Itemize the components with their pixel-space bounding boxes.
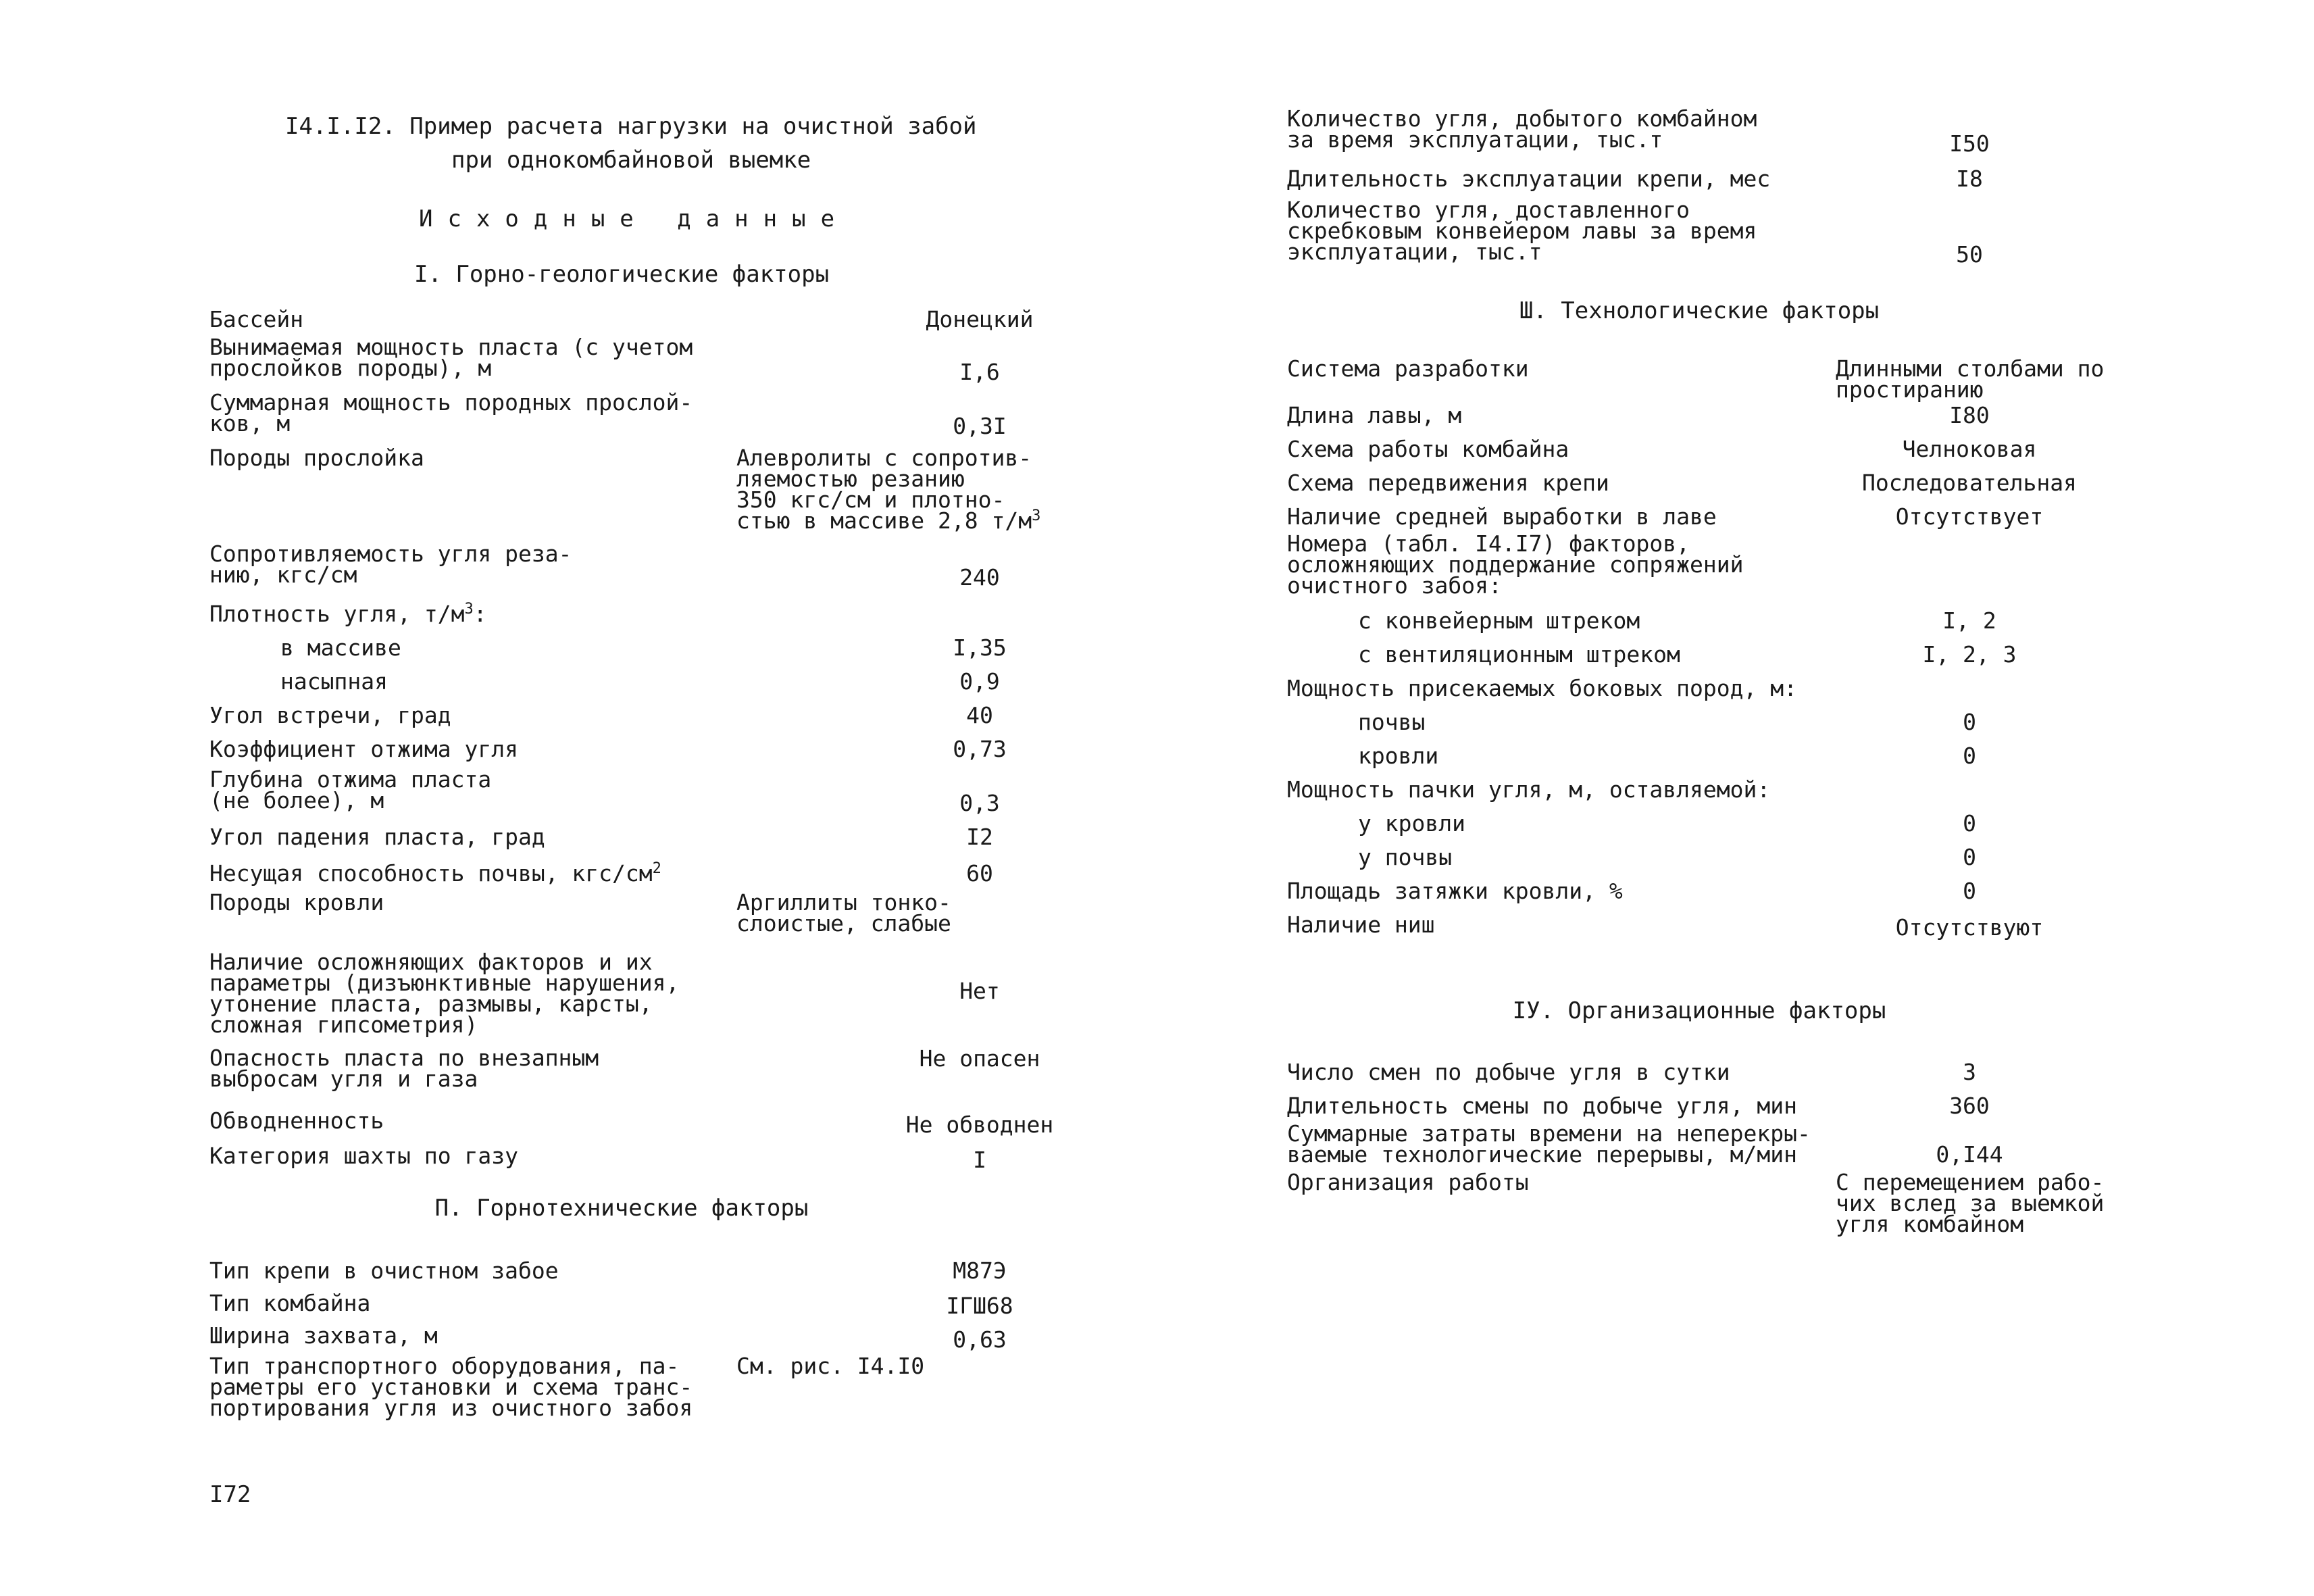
label: у почвы bbox=[1358, 844, 1453, 870]
label: Породы прослойка bbox=[209, 445, 424, 471]
value-line: угля комбайном bbox=[1836, 1211, 2024, 1237]
value: 50 bbox=[1956, 241, 1983, 268]
label-line: за время эксплуатации, тыс.т bbox=[1287, 126, 1663, 153]
value: Последовательная bbox=[1862, 470, 2077, 496]
label bbox=[209, 1045, 723, 1092]
label-line: (не более), м bbox=[209, 787, 384, 814]
label-line: Сопротивляемость угля реза- bbox=[209, 541, 572, 567]
value: 0,9 bbox=[959, 668, 1000, 695]
value: Отсутствует bbox=[1895, 503, 2044, 530]
label: насыпная bbox=[280, 668, 388, 695]
row-junction-factors bbox=[1287, 530, 2145, 599]
value-text: стью в массиве 2,8 т/м bbox=[736, 507, 1032, 534]
label-line: Суммарные затраты времени на неперекры- bbox=[1287, 1120, 1811, 1147]
section-4-heading: IУ. Организационные факторы bbox=[1512, 997, 1886, 1024]
value-line: 350 кгс/см и плотно- bbox=[736, 487, 1005, 513]
title-line-2: при однокомбайновой выемке bbox=[451, 147, 811, 174]
row-shifts bbox=[1287, 1055, 2145, 1085]
value: Отсутствуют bbox=[1895, 914, 2044, 941]
row-density bbox=[209, 597, 1081, 627]
value: I,6 bbox=[959, 359, 1000, 385]
label-line: портирования угля из очистного забоя bbox=[209, 1395, 693, 1421]
value: 0 bbox=[1963, 743, 1976, 769]
label-line: эксплуатации, тыс.т bbox=[1287, 239, 1542, 265]
row-basin bbox=[209, 297, 1081, 330]
row-interlayer bbox=[209, 389, 1081, 439]
row-transport bbox=[209, 1355, 1081, 1419]
row-coal-pack bbox=[1287, 773, 2145, 803]
label: Организация работы bbox=[1287, 1169, 1529, 1195]
label bbox=[209, 1353, 723, 1421]
label: с конвейерным штреком bbox=[1358, 607, 1640, 634]
value: 0 bbox=[1963, 810, 1976, 837]
label: Наличие средней выработки в лаве bbox=[1287, 503, 1717, 530]
label: Мощность присекаемых боковых пород, м: bbox=[1287, 675, 1797, 701]
value: IГШ68 bbox=[946, 1293, 1013, 1319]
label-line: Номера (табл. I4.I7) факторов, bbox=[1287, 530, 1690, 557]
row-squeeze-coef bbox=[209, 732, 1081, 762]
label: Угол встречи, град bbox=[209, 702, 451, 728]
row-organization bbox=[1287, 1169, 2145, 1237]
label: почвы bbox=[1358, 709, 1426, 735]
label-line: нию, кгс/см bbox=[209, 562, 357, 588]
row-side-rocks bbox=[1287, 672, 2145, 699]
value: I50 bbox=[1949, 130, 1990, 157]
label: Породы кровли bbox=[209, 889, 384, 916]
label bbox=[209, 860, 723, 887]
label-line: Вынимаемая мощность пласта (с учетом bbox=[209, 334, 693, 360]
row-support-duration bbox=[1287, 162, 2145, 192]
label-text: Плотность угля, т/м bbox=[209, 601, 465, 627]
value: I8 bbox=[1956, 166, 1983, 192]
label-line: выбросам угля и газа bbox=[209, 1066, 478, 1092]
label: Мощность пачки угля, м, оставляемой: bbox=[1287, 776, 1771, 803]
row-support-type bbox=[209, 1254, 1081, 1284]
value: Нет bbox=[959, 978, 1000, 1004]
value: 0,63 bbox=[953, 1326, 1007, 1353]
label-line: прослойков породы), м bbox=[209, 355, 492, 381]
label: Длительность эксплуатации крепи, мес bbox=[1287, 166, 1771, 192]
label bbox=[1287, 1120, 1841, 1168]
label: Коэффициент отжима угля bbox=[209, 736, 518, 762]
value: См. рис. I4.I0 bbox=[736, 1353, 925, 1379]
row-combine-type bbox=[209, 1287, 1081, 1319]
row-bulk bbox=[209, 665, 1081, 695]
label bbox=[209, 949, 723, 1038]
value-line: слоистые, слабые bbox=[736, 910, 951, 937]
row-watering bbox=[209, 1104, 1081, 1138]
value: 40 bbox=[966, 702, 993, 728]
row-system bbox=[1287, 355, 2145, 403]
label-line: утонение пласта, размывы, карсты, bbox=[209, 991, 653, 1017]
value: 0,73 bbox=[953, 736, 1007, 762]
section-1-heading: I. Горно-геологические факторы bbox=[413, 261, 830, 288]
label: Схема передвижения крепи bbox=[1287, 470, 1609, 496]
value: 0 bbox=[1963, 878, 1976, 904]
value-line: С перемещением рабо- bbox=[1836, 1169, 2105, 1195]
label: Схема работы комбайна bbox=[1287, 436, 1569, 462]
value: I2 bbox=[966, 824, 993, 850]
row-roof bbox=[1287, 739, 2145, 769]
label-line: Суммарная мощность породных прослой- bbox=[209, 389, 693, 416]
label: Обводненность bbox=[209, 1107, 384, 1134]
value: 0 bbox=[1963, 844, 1976, 870]
section-2-heading: П. Горнотехнические факторы bbox=[434, 1195, 809, 1222]
superscript: 3 bbox=[1032, 507, 1041, 524]
value bbox=[1836, 355, 2119, 403]
value: 0 bbox=[1963, 709, 1976, 735]
value-line: простиранию bbox=[1836, 376, 1984, 403]
label: с вентиляционным штреком bbox=[1358, 641, 1680, 668]
value: 240 bbox=[959, 564, 1000, 591]
value: 360 bbox=[1949, 1093, 1990, 1119]
value-line: Алевролиты с сопротив- bbox=[736, 445, 1032, 471]
row-coal-delivered bbox=[1287, 197, 2145, 268]
value: I80 bbox=[1949, 402, 1990, 428]
row-conveyor-drift bbox=[1287, 604, 2145, 634]
value-line bbox=[736, 507, 1088, 534]
row-floor bbox=[1287, 705, 2145, 735]
label bbox=[209, 601, 723, 627]
label-line: ваемые технологические перерывы, м/мин bbox=[1287, 1141, 1797, 1168]
label: Площадь затяжки кровли, % bbox=[1287, 878, 1623, 904]
label-line: Опасность пласта по внезапным bbox=[209, 1045, 599, 1071]
value: Челноковая bbox=[1902, 436, 2037, 462]
row-complicating bbox=[209, 949, 1081, 1038]
section-3-heading: Ш. Технологические факторы bbox=[1519, 297, 1880, 324]
label: кровли bbox=[1358, 743, 1439, 769]
label-line: Количество угля, добытого комбайном bbox=[1287, 105, 1757, 132]
row-support-scheme bbox=[1287, 466, 2145, 496]
label: Ширина захвата, м bbox=[209, 1322, 438, 1349]
value bbox=[736, 445, 1088, 534]
value: 0,3 bbox=[959, 790, 1000, 816]
row-interlayer-rock bbox=[209, 443, 1081, 534]
initial-data-heading: Исходные данные bbox=[419, 205, 850, 232]
label-line: очистного забоя: bbox=[1287, 572, 1502, 599]
row-vent-drift bbox=[1287, 638, 2145, 668]
label bbox=[209, 541, 723, 588]
label: у кровли bbox=[1358, 810, 1465, 837]
row-face-length bbox=[1287, 399, 2145, 426]
value: 3 bbox=[1963, 1059, 1976, 1085]
row-roof-lagging bbox=[1287, 874, 2145, 904]
value-line: ляемостью резанию bbox=[736, 466, 965, 492]
value: I, 2 bbox=[1942, 607, 1996, 634]
row-at-floor bbox=[1287, 841, 2145, 868]
row-squeeze-depth bbox=[209, 766, 1081, 816]
label: Длина лавы, м bbox=[1287, 402, 1462, 428]
label: Наличие ниш bbox=[1287, 912, 1435, 938]
page-number: I72 bbox=[209, 1481, 251, 1508]
value: 0,I44 bbox=[1936, 1141, 2003, 1168]
row-floor-capacity bbox=[209, 854, 1081, 887]
value: I,35 bbox=[953, 634, 1007, 661]
label-line: ков, м bbox=[209, 410, 291, 437]
value: I, 2, 3 bbox=[1922, 641, 2017, 668]
row-middle-working bbox=[1287, 500, 2145, 530]
row-niches bbox=[1287, 908, 2145, 941]
label: в массиве bbox=[280, 634, 401, 661]
label: Число смен по добыче угля в сутки bbox=[1287, 1059, 1730, 1085]
label bbox=[1287, 197, 1841, 265]
label bbox=[209, 334, 723, 381]
label-line: раметры его установки и схема транс- bbox=[209, 1374, 693, 1400]
label-line: скребковым конвейером лавы за время bbox=[1287, 218, 1757, 244]
value: Не обводнен bbox=[905, 1112, 1054, 1138]
label: Категория шахты по газу bbox=[209, 1143, 518, 1169]
row-cut-resistance bbox=[209, 541, 1081, 591]
row-shift-duration bbox=[1287, 1089, 2145, 1119]
row-dip-angle bbox=[209, 820, 1081, 850]
value: Не опасен bbox=[919, 1045, 1040, 1072]
row-coal-mined bbox=[1287, 105, 2145, 157]
label bbox=[1287, 530, 1841, 599]
label-text: Несущая способность почвы, кгс/см bbox=[209, 860, 653, 887]
value: 0,3I bbox=[953, 413, 1007, 439]
label-line: Глубина отжима пласта bbox=[209, 766, 492, 793]
label: Система разработки bbox=[1287, 355, 1529, 382]
label-line: сложная гипсометрия) bbox=[209, 1012, 478, 1038]
label-suffix: : bbox=[473, 601, 487, 627]
value-line: чих вслед за выемкой bbox=[1836, 1190, 2105, 1216]
label bbox=[209, 389, 723, 437]
value: 60 bbox=[966, 860, 993, 887]
label: Тип комбайна bbox=[209, 1290, 371, 1316]
row-meeting-angle bbox=[209, 699, 1081, 726]
value: I bbox=[973, 1147, 986, 1173]
row-outburst bbox=[209, 1045, 1081, 1092]
label bbox=[209, 766, 723, 814]
row-roof-rocks bbox=[209, 889, 1081, 937]
label: Тип крепи в очистном забое bbox=[209, 1257, 559, 1284]
label: Длительность смены по добыче угля, мин bbox=[1287, 1093, 1797, 1119]
row-cut-width bbox=[209, 1319, 1081, 1353]
label-line: параметры (дизъюнктивные нарушения, bbox=[209, 970, 680, 996]
superscript: 3 bbox=[464, 601, 474, 618]
value: Донецкий bbox=[926, 306, 1034, 332]
superscript: 2 bbox=[652, 860, 661, 877]
label-line: осложняющих поддержание сопряжений bbox=[1287, 551, 1744, 578]
row-gas-category bbox=[209, 1139, 1081, 1173]
row-at-roof bbox=[1287, 807, 2145, 837]
row-breaks bbox=[1287, 1120, 2145, 1168]
label-line: Количество угля, доставленного bbox=[1287, 197, 1690, 223]
value bbox=[1836, 1169, 2119, 1237]
right-page bbox=[1287, 0, 2145, 1596]
label-line: Тип транспортного оборудования, па- bbox=[209, 1353, 680, 1379]
label: Бассейн bbox=[209, 306, 304, 332]
label bbox=[1287, 105, 1841, 153]
value-line: Длинными столбами по bbox=[1836, 355, 2105, 382]
label: Угол падения пласта, град bbox=[209, 824, 545, 850]
value: М87Э bbox=[953, 1257, 1007, 1284]
value-line: Аргиллиты тонко- bbox=[736, 889, 951, 916]
label-line: Наличие осложняющих факторов и их bbox=[209, 949, 653, 975]
row-thickness bbox=[209, 334, 1081, 385]
title-line-1: I4.I.I2. Пример расчета нагрузки на очистной забой bbox=[285, 113, 977, 140]
value bbox=[736, 889, 1088, 937]
row-combine-scheme bbox=[1287, 432, 2145, 462]
row-in-mass bbox=[209, 631, 1081, 661]
left-page bbox=[209, 0, 1081, 1596]
